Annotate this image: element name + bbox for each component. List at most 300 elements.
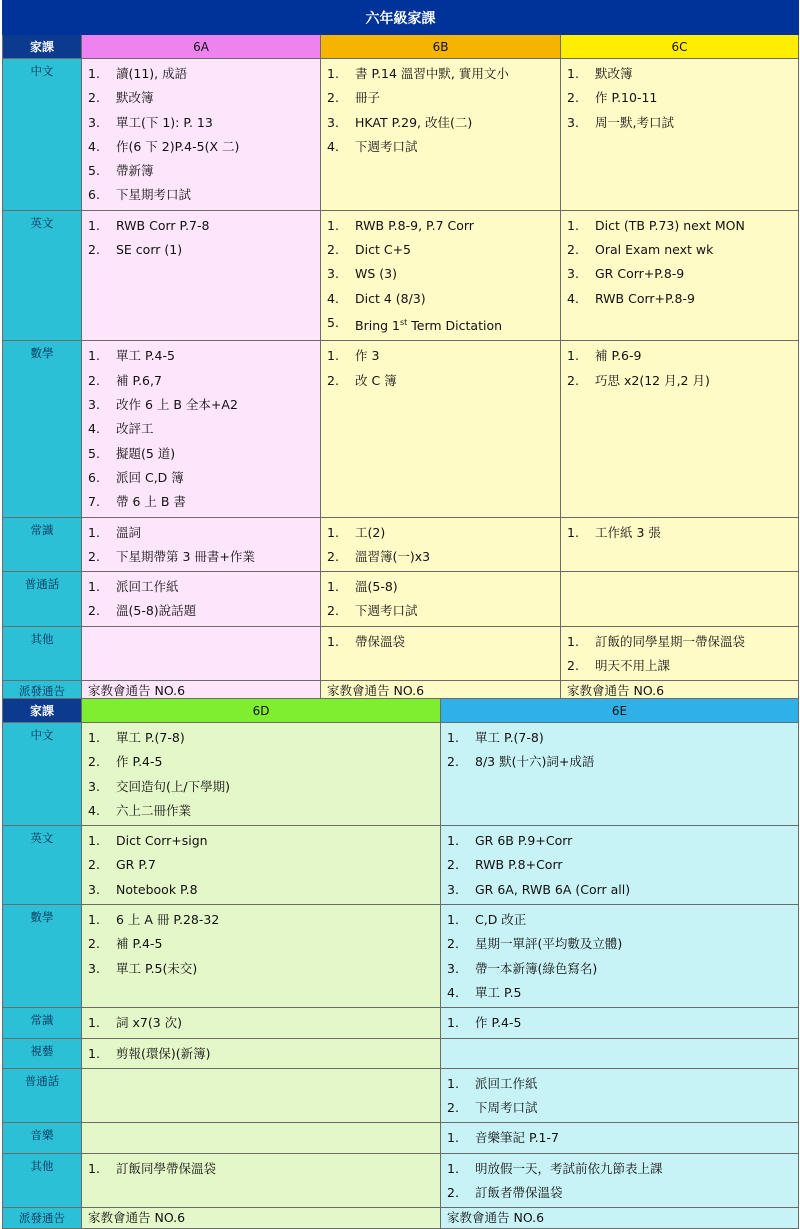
item-text: 音樂筆記 P.1-7: [475, 1130, 559, 1146]
item-number: 1.: [567, 633, 579, 649]
subject-label: 派發通告: [3, 681, 82, 702]
item-text: 剪報(環保)(新簿): [116, 1045, 211, 1061]
item-text: 工作紙 3 張: [595, 524, 661, 540]
item-text: 單工 P.5: [475, 984, 522, 1000]
homework-item: [327, 344, 556, 368]
item-number: 1.: [327, 633, 339, 649]
homework-item: [88, 238, 316, 262]
homework-item: [327, 575, 556, 599]
item-number: 1.: [88, 730, 100, 745]
homework-item: [88, 466, 316, 490]
subject-row-math: [3, 905, 799, 1008]
item-text: 單工 P.5(未交): [116, 960, 198, 976]
subject-row-others: [3, 1153, 799, 1208]
homework-item: [327, 630, 556, 654]
homework-item: [327, 86, 556, 110]
homework-item: [88, 908, 436, 932]
item-number: 1.: [88, 912, 100, 928]
subject-row-general-studies: [3, 1008, 799, 1038]
item-number: 2.: [327, 90, 339, 106]
subject-label: 常識: [3, 1008, 82, 1038]
homework-item: [88, 750, 436, 774]
homework-table-6a-6c: [2, 0, 799, 702]
homework-list: [82, 572, 320, 626]
item-number: 1.: [567, 524, 579, 540]
item-number: 4.: [567, 290, 579, 306]
homework-item: [327, 111, 556, 135]
homework-cell-6d: [82, 826, 441, 905]
homework-item: [447, 1181, 794, 1205]
item-number: 2.: [447, 857, 459, 873]
item-number: 2.: [88, 603, 100, 619]
homework-item: [88, 417, 316, 441]
homework-cell-6e: [441, 1153, 799, 1208]
subject-label: 其他: [3, 626, 82, 681]
item-number: 5.: [88, 163, 100, 179]
item-number: 1.: [327, 66, 339, 81]
item-number: 3.: [567, 266, 579, 282]
homework-item: [447, 878, 794, 902]
homework-item: [447, 853, 794, 877]
homework-list: [82, 211, 320, 265]
ordinal-suffix: st: [399, 317, 408, 327]
item-text: 下星期考口試: [116, 187, 192, 203]
item-text: 6 上 A 冊 P.28-32: [116, 912, 220, 928]
homework-item: [88, 775, 436, 799]
homework-item: [447, 1072, 794, 1096]
homework-cell-6d: [82, 1038, 441, 1068]
subject-label: 數學: [3, 905, 82, 1008]
homework-item: [327, 545, 556, 569]
homework-item: [88, 159, 316, 183]
item-number: 4.: [327, 290, 339, 306]
homework-item: [567, 86, 794, 110]
homework-item: [88, 521, 316, 545]
homework-item: [567, 287, 794, 311]
item-text: 派回工作紙: [116, 579, 179, 595]
item-number: 1.: [327, 524, 339, 540]
item-text: 六上二冊作業: [116, 802, 192, 818]
item-text: GR 6B P.9+Corr: [475, 833, 573, 849]
item-text: 冊子: [355, 90, 381, 106]
item-text: 工(2): [355, 524, 386, 540]
item-text: 作 P.10-11: [595, 90, 658, 106]
item-number: 1.: [447, 1075, 459, 1091]
homework-cell-6a: [82, 59, 321, 211]
homework-item: [567, 111, 794, 135]
item-number: 3.: [567, 114, 579, 130]
item-number: 4.: [88, 421, 100, 437]
homework-cell-6e: [441, 905, 799, 1008]
subject-row-music: [3, 1123, 799, 1153]
homework-item: [327, 599, 556, 623]
item-number: 1.: [567, 66, 579, 81]
homework-item: [567, 654, 794, 678]
item-text: 明天不用上課: [595, 657, 671, 673]
homework-item: [567, 214, 794, 238]
homework-cell-6b: [321, 341, 561, 517]
homework-item: [447, 1011, 794, 1035]
homework-list: [82, 723, 440, 825]
item-number: 2.: [567, 657, 579, 673]
homework-item: [88, 599, 316, 623]
item-number: 2.: [327, 548, 339, 564]
item-number: 7.: [88, 494, 100, 510]
homework-cell-6b: [321, 517, 561, 572]
homework-item: [447, 726, 794, 750]
homework-item: [88, 344, 316, 368]
homework-list: [441, 1123, 798, 1152]
homework-cell-6c: [561, 572, 799, 627]
subject-row-english: [3, 210, 799, 341]
item-text: 交回造句(上/下學期): [116, 778, 230, 794]
subject-label: 英文: [3, 210, 82, 341]
item-number: 2.: [567, 372, 579, 388]
item-text: Dict Corr+sign: [116, 833, 208, 849]
item-number: 2.: [88, 242, 100, 258]
item-text: 補 P.4-5: [116, 936, 163, 952]
subject-row-putonghua: [3, 1068, 799, 1123]
item-text: 作 3: [355, 348, 380, 364]
subject-label: 數學: [3, 341, 82, 517]
homework-item: [567, 630, 794, 654]
subject-row-chinese: [3, 59, 799, 211]
item-number: 1.: [88, 1045, 100, 1061]
item-text: 周一默,考口試: [595, 114, 674, 130]
item-text: SE corr (1): [116, 242, 183, 258]
item-number: 3.: [447, 960, 459, 976]
homework-item: [567, 238, 794, 262]
item-text: Dict C+5: [355, 242, 411, 258]
class-header-6d: 6D: [82, 699, 441, 723]
item-text: 作 P.4-5: [116, 754, 163, 770]
subject-row-english: [3, 826, 799, 905]
item-text: 帶 6 上 B 書: [116, 494, 186, 510]
item-text: 溫(5-8)說話題: [116, 603, 197, 619]
item-text: 補 P.6,7: [116, 372, 162, 388]
homework-cell-6e: [441, 1123, 799, 1153]
homework-item: [88, 829, 436, 853]
homework-cell-6e: [441, 1068, 799, 1123]
item-number: 1.: [447, 912, 459, 928]
item-number: 2.: [88, 548, 100, 564]
item-number: 1.: [88, 348, 100, 364]
item-text: Dict 4 (8/3): [355, 290, 426, 306]
item-number: 2.: [88, 754, 100, 770]
subject-row-notices: [3, 1208, 799, 1229]
item-text: 派回工作紙: [475, 1075, 538, 1091]
homework-item: [447, 1096, 794, 1120]
item-number: 4.: [88, 138, 100, 154]
homework-item: [447, 957, 794, 981]
homework-cell-6a: [82, 210, 321, 341]
item-text: GR P.7: [116, 857, 156, 873]
item-text: 改 C 簿: [355, 372, 397, 388]
item-text: 讀(11), 成語: [116, 66, 188, 81]
homework-item: [88, 86, 316, 110]
homework-item: [327, 521, 556, 545]
item-number: 1.: [567, 217, 579, 233]
homework-table-6d-6e: [2, 698, 799, 1229]
item-number: 2.: [447, 1185, 459, 1201]
item-text: 書 P.14 溫習中默, 實用文小: [355, 66, 509, 81]
homework-list: [441, 1008, 798, 1037]
subject-label: 普通話: [3, 1068, 82, 1123]
homework-cell-6b: [321, 59, 561, 211]
homework-cell-6a: [82, 572, 321, 627]
item-number: 1.: [327, 348, 339, 364]
item-text: 補 P.6-9: [595, 348, 642, 364]
item-text: 改評工: [116, 421, 154, 437]
homework-list: [82, 1154, 440, 1183]
notice-cell-6a: 家教會通告 NO.6: [82, 681, 321, 702]
item-number: 1.: [447, 730, 459, 745]
item-text: 訂飯同學帶保溫袋: [116, 1160, 217, 1176]
item-number: 4.: [88, 802, 100, 818]
item-number: 2.: [447, 754, 459, 770]
class-header-6c: 6C: [561, 35, 799, 59]
subject-label: 其他: [3, 1153, 82, 1208]
item-number: 4.: [327, 138, 339, 154]
homework-item: [327, 135, 556, 159]
item-text: 帶新簿: [116, 163, 154, 179]
item-text: 默改簿: [116, 90, 154, 106]
item-number: 2.: [88, 372, 100, 388]
homework-item: [88, 726, 436, 750]
item-number: 1.: [447, 833, 459, 849]
homework-cell-6d: [82, 1068, 441, 1123]
item-text: RWB P.8+Corr: [475, 857, 563, 873]
item-text: 下周考口試: [475, 1100, 538, 1116]
item-text: GR 6A, RWB 6A (Corr all): [475, 881, 631, 897]
subject-label: 中文: [3, 723, 82, 826]
homework-item: [567, 369, 794, 393]
homework-item: [447, 908, 794, 932]
homework-item: [88, 1011, 436, 1035]
item-text: C,D 改正: [475, 912, 527, 928]
subject-column-header: 家課: [3, 699, 82, 723]
class-header-6e: 6E: [441, 699, 799, 723]
homework-list: [82, 1008, 440, 1037]
subject-row-others: [3, 626, 799, 681]
homework-cell-6d: [82, 1008, 441, 1038]
homework-cell-6d: [82, 905, 441, 1008]
item-text: 溫習簿(一)x3: [355, 548, 431, 564]
homework-item: [88, 932, 436, 956]
item-text: 巧思 x2(12 月,2 月): [595, 372, 710, 388]
item-number: 2.: [88, 936, 100, 952]
item-number: 3.: [88, 960, 100, 976]
homework-cell-6d: [82, 723, 441, 826]
homework-item: [567, 62, 794, 86]
homework-item: [327, 262, 556, 286]
item-text: 帶一本新簿(綠色寫名): [475, 960, 598, 976]
item-text: Dict (TB P.73) next MON: [595, 217, 745, 233]
homework-item: [88, 853, 436, 877]
homework-list: [321, 627, 560, 656]
item-number: 1.: [88, 833, 100, 849]
homework-cell-6e: [441, 723, 799, 826]
class-header-row: [3, 699, 799, 723]
item-text: 溫詞: [116, 524, 142, 540]
item-text: 擬題(5 道): [116, 445, 176, 461]
item-number: 1.: [447, 1015, 459, 1031]
subject-row-visual-arts: [3, 1038, 799, 1068]
item-text: GR Corr+P.8-9: [595, 266, 685, 282]
homework-cell-6e: [441, 826, 799, 905]
homework-list: [441, 905, 798, 1007]
item-number: 1.: [327, 579, 339, 595]
homework-list: [321, 211, 560, 341]
homework-cell-6d: [82, 1123, 441, 1153]
item-number: 6.: [88, 187, 100, 203]
item-text: 派回 C,D 簿: [116, 469, 184, 485]
item-number: 5.: [88, 445, 100, 461]
homework-list: [561, 59, 798, 137]
homework-list: [82, 905, 440, 983]
item-number: 1.: [88, 524, 100, 540]
homework-list: [561, 211, 798, 313]
item-text: 詞 x7(3 次): [116, 1015, 183, 1031]
homework-item: [447, 1157, 794, 1181]
homework-list: [82, 59, 320, 210]
item-text: RWB P.8-9, P.7 Corr: [355, 217, 474, 233]
subject-row-math: [3, 341, 799, 517]
class-header-row: [3, 35, 799, 59]
item-text: 下週考口試: [355, 603, 418, 619]
homework-cell-6c: [561, 517, 799, 572]
homework-item: [567, 344, 794, 368]
item-number: 1.: [327, 217, 339, 233]
item-number: 1.: [88, 217, 100, 233]
notice-cell-6c: 家教會通告 NO.6: [561, 681, 799, 702]
subject-column-header: 家課: [3, 35, 82, 59]
item-text: 訂飯者帶保溫袋: [475, 1185, 563, 1201]
item-number: 2.: [567, 242, 579, 258]
item-number: 1.: [88, 66, 100, 81]
item-number: 3.: [447, 881, 459, 897]
subject-row-putonghua: [3, 572, 799, 627]
homework-list: [82, 518, 320, 572]
homework-item: [88, 369, 316, 393]
homework-cell-6c: [561, 626, 799, 681]
homework-list: [441, 723, 798, 777]
homework-item: [447, 981, 794, 1005]
item-text: 改作 6 上 B 全本+A2: [116, 397, 238, 413]
class-header-6b: 6B: [321, 35, 561, 59]
homework-item: [447, 750, 794, 774]
homework-cell-6b: [321, 626, 561, 681]
subject-label: 英文: [3, 826, 82, 905]
item-number: 1.: [447, 1130, 459, 1146]
item-number: 1.: [88, 1160, 100, 1176]
item-text: 單工(下 1): P. 13: [116, 114, 213, 130]
homework-item: [327, 311, 556, 338]
item-text: HKAT P.29, 改佳(二): [355, 114, 473, 130]
notice-cell-6e: 家教會通告 NO.6: [441, 1208, 799, 1229]
item-text: Notebook P.8: [116, 881, 198, 897]
item-number: 3.: [88, 778, 100, 794]
homework-item: [88, 62, 316, 86]
homework-item: [88, 1042, 436, 1066]
item-text: 訂飯的同學星期一帶保溫袋: [595, 633, 746, 649]
item-text: 單工 P.4-5: [116, 348, 175, 364]
subject-row-general-studies: [3, 517, 799, 572]
notice-cell-6d: 家教會通告 NO.6: [82, 1208, 441, 1229]
subject-label: 派發通告: [3, 1208, 82, 1229]
homework-list: [82, 1039, 440, 1068]
item-number: 1.: [88, 579, 100, 595]
subject-row-chinese: [3, 723, 799, 826]
item-text: Bring 1st Term Dictation: [355, 317, 503, 334]
item-number: 2.: [327, 603, 339, 619]
homework-list: [82, 826, 440, 904]
item-text: 下星期帶第 3 冊書+作業: [116, 548, 255, 564]
homework-list: [321, 341, 560, 395]
homework-item: [88, 393, 316, 417]
homework-list: [321, 59, 560, 161]
homework-item: [88, 545, 316, 569]
page-title: 六年級家課: [3, 1, 799, 35]
subject-label: 音樂: [3, 1123, 82, 1153]
item-text: 8/3 默(十六)詞+成語: [475, 754, 595, 770]
homework-cell-6a: [82, 517, 321, 572]
subject-label: 中文: [3, 59, 82, 211]
item-number: 3.: [88, 881, 100, 897]
item-text: Oral Exam next wk: [595, 242, 714, 258]
item-number: 6.: [88, 469, 100, 485]
homework-item: [447, 932, 794, 956]
item-number: 3.: [327, 114, 339, 130]
item-number: 2.: [567, 90, 579, 106]
item-number: 3.: [88, 114, 100, 130]
homework-cell-6c: [561, 59, 799, 211]
subject-label: 普通話: [3, 572, 82, 627]
item-number: 2.: [327, 372, 339, 388]
homework-item: [567, 521, 794, 545]
homework-item: [88, 957, 436, 981]
homework-item: [327, 287, 556, 311]
class-header-6a: 6A: [82, 35, 321, 59]
homework-item: [327, 369, 556, 393]
item-number: 1.: [88, 1015, 100, 1031]
homework-list: [82, 341, 320, 516]
homework-item: [88, 1157, 436, 1181]
homework-list: [441, 1154, 798, 1208]
item-text: 下週考口試: [355, 138, 418, 154]
subject-label: 視藝: [3, 1038, 82, 1068]
homework-list: [441, 826, 798, 904]
item-text: WS (3): [355, 266, 397, 282]
item-number: 1.: [567, 348, 579, 364]
item-number: 1.: [447, 1160, 459, 1176]
homework-cell-6b: [321, 210, 561, 341]
homework-item: [88, 111, 316, 135]
item-text: RWB Corr+P.8-9: [595, 290, 695, 306]
homework-cell-6e: [441, 1038, 799, 1068]
item-number: 2.: [447, 1100, 459, 1116]
item-text: 作 P.4-5: [475, 1015, 522, 1031]
homework-cell-6d: [82, 1153, 441, 1208]
homework-item: [88, 575, 316, 599]
homework-cell-6e: [441, 1008, 799, 1038]
homework-cell-6b: [321, 572, 561, 627]
homework-item: [88, 799, 436, 823]
homework-item: [567, 262, 794, 286]
homework-item: [327, 214, 556, 238]
homework-list: [561, 341, 798, 395]
item-text: 單工 P.(7-8): [116, 730, 185, 745]
